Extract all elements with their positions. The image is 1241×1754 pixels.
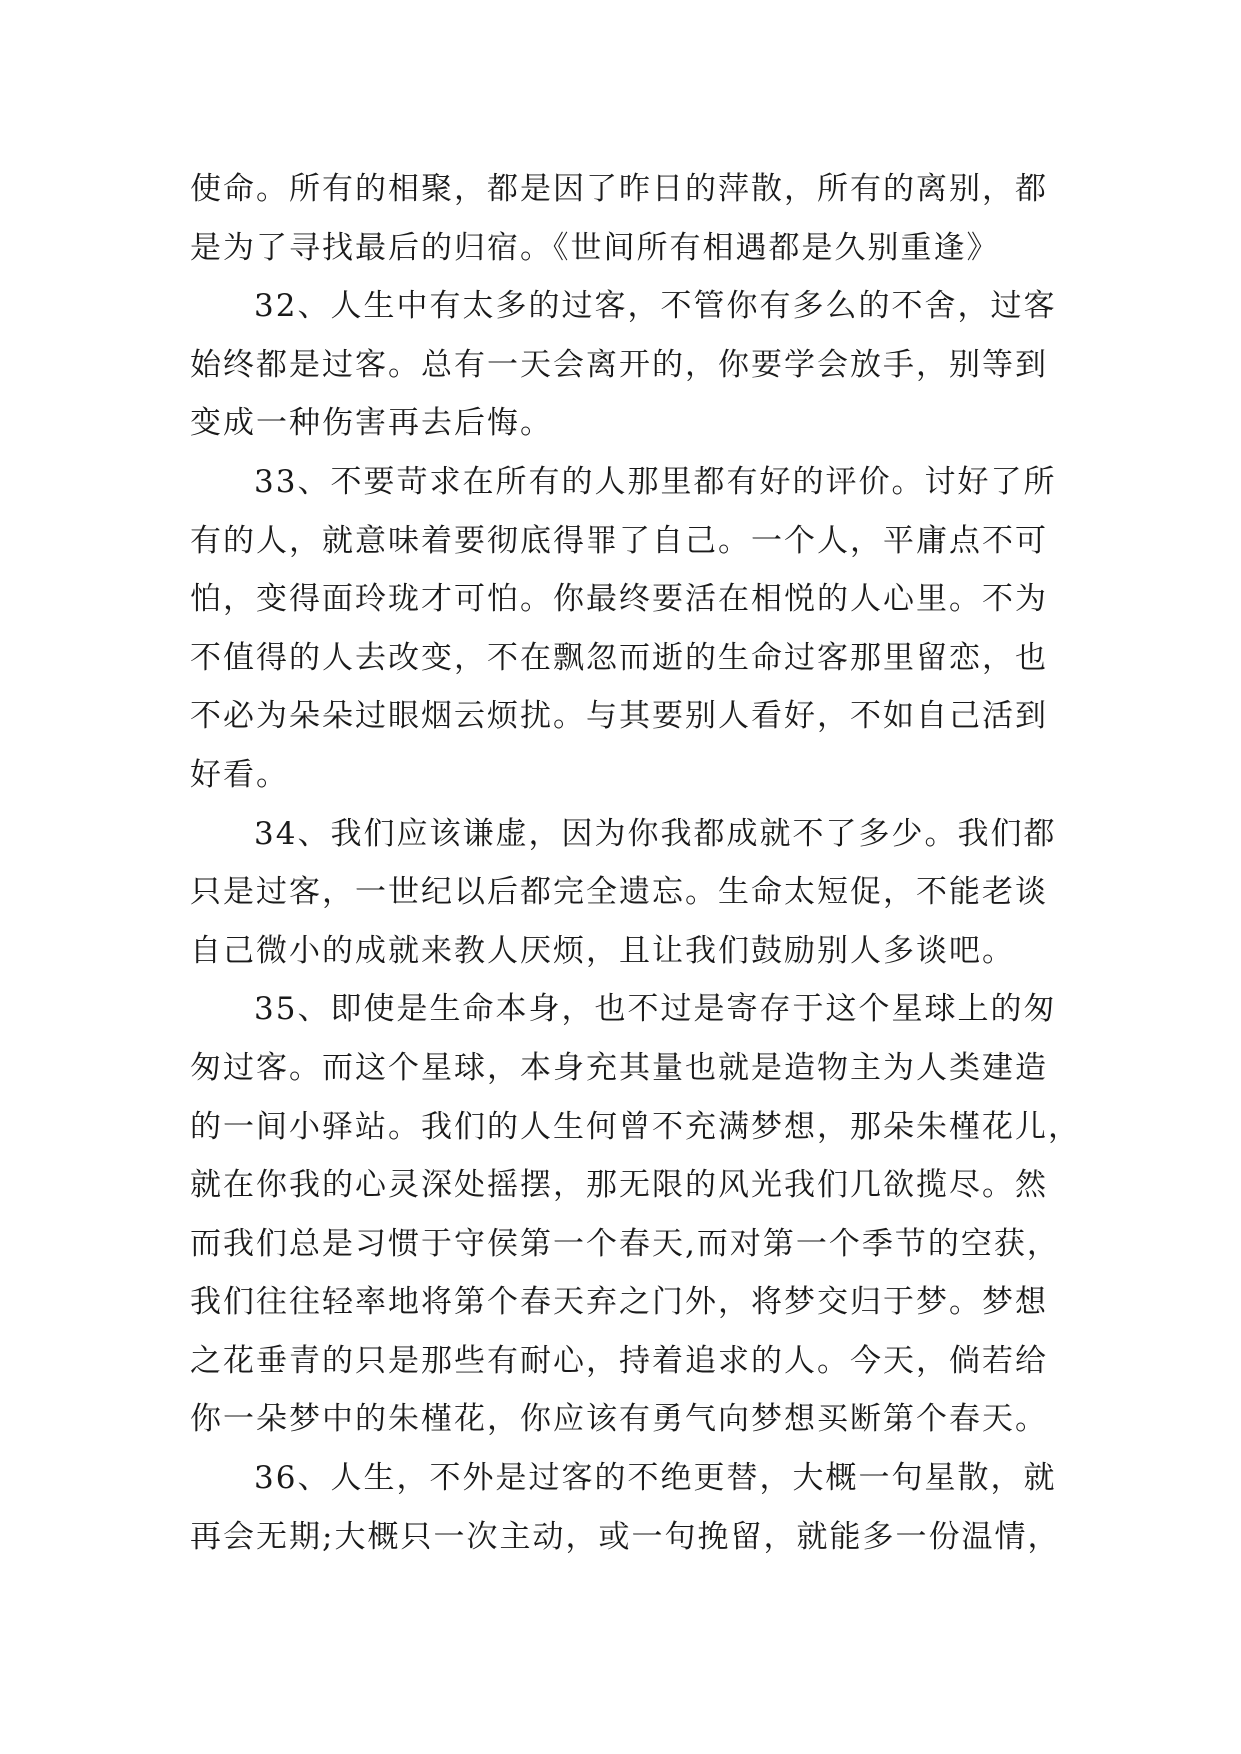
text-line: 我们往往轻率地将第个春天弃之门外，将梦交归于梦。梦想 <box>190 1284 1048 1321</box>
text-line: 不必为朵朵过眼烟云烦扰。与其要别人看好，不如自己活到 <box>190 698 1048 735</box>
text-line: 之花垂青的只是那些有耐心，持着追求的人。今天，倘若给 <box>190 1342 1048 1379</box>
text-line: 你一朵梦中的朱槿花，你应该有勇气向梦想买断第个春天。 <box>190 1401 1048 1438</box>
text-line: 怕，变得面玲珑才可怕。你最终要活在相悦的人心里。不为 <box>190 581 1048 618</box>
paragraph-36-start: 36、人生，不外是过客的不绝更替，大概一句星散，就 <box>254 1460 1057 1497</box>
text-line: 变成一种伤害再去后悔。 <box>190 405 553 442</box>
text-line: 匆过客。而这个星球，本身充其量也就是造物主为人类建造 <box>190 1049 1048 1086</box>
text-line: 而我们总是习惯于守侯第一个春天,而对第一个季节的空获， <box>190 1225 1060 1262</box>
text-line: 不值得的人去改变，不在飘忽而逝的生命过客那里留恋，也 <box>190 639 1048 676</box>
text-line: 有的人，就意味着要彻底得罪了自己。一个人，平庸点不可 <box>190 522 1048 559</box>
paragraph-32-start: 32、人生中有太多的过客，不管你有多么的不舍，过客 <box>254 288 1057 325</box>
body-text <box>190 160 1081 1566</box>
text-line: 就在你我的心灵深处摇摆，那无限的风光我们几欲揽尽。然 <box>190 1167 1048 1204</box>
text-line: 再会无期;大概只一次主动，或一句挽留，就能多一份温情， <box>190 1518 1061 1555</box>
text-line: 的一间小驿站。我们的人生何曾不充满梦想，那朵朱槿花儿， <box>190 1108 1081 1145</box>
text-line: 自己微小的成就来教人厌烦，且让我们鼓励别人多谈吧。 <box>190 932 1015 969</box>
text-line: 是为了寻找最后的归宿。《世间所有相遇都是久别重逢》 <box>190 229 1000 266</box>
paragraph-35-start: 35、即使是生命本身，也不过是寄存于这个星球上的匆 <box>254 991 1057 1028</box>
paragraph-34-start: 34、我们应该谦虚，因为你我都成就不了多少。我们都 <box>254 815 1057 852</box>
text-line: 只是过客，一世纪以后都完全遗忘。生命太短促，不能老谈 <box>190 874 1048 911</box>
text-line: 使命。所有的相聚，都是因了昨日的萍散，所有的离别，都 <box>190 171 1048 207</box>
text-line: 始终都是过客。总有一天会离开的，你要学会放手，别等到 <box>190 346 1048 383</box>
text-line: 好看。 <box>190 756 289 793</box>
paragraph-33-start: 33、不要苛求在所有的人那里都有好的评价。讨好了所 <box>254 463 1057 500</box>
